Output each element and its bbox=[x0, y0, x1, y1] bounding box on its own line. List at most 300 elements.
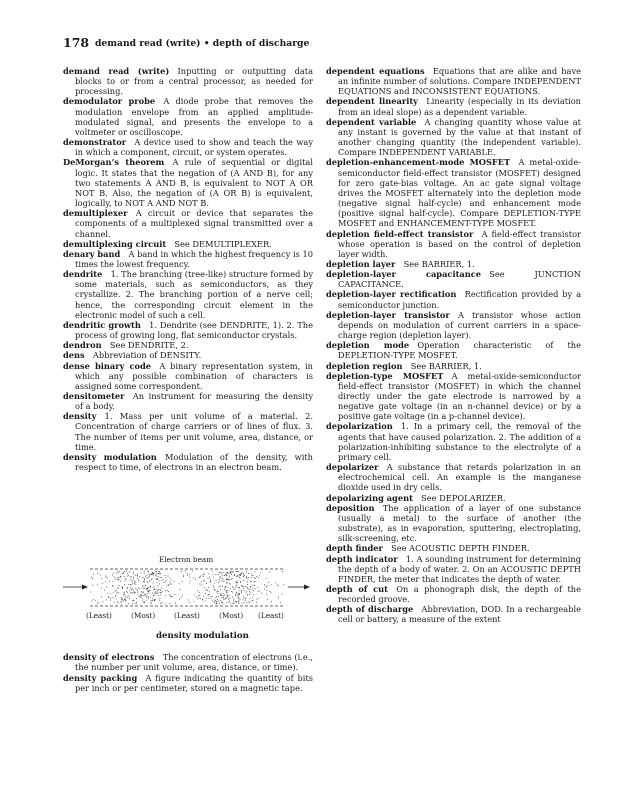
dictionary-entry bbox=[326, 259, 581, 269]
electron-dot bbox=[127, 588, 128, 589]
entry-definition: The application of a layer of one substance (usually a metal) to the surface of another (the substrate), as in evaporation, sputtering, electroplating, silk-screening, etc. bbox=[338, 502, 581, 544]
electron-dot bbox=[192, 571, 193, 572]
entry-term: denary band bbox=[63, 248, 121, 259]
electron-dot bbox=[149, 576, 150, 577]
electron-dot bbox=[100, 575, 101, 576]
electron-dot bbox=[160, 603, 161, 604]
electron-dot bbox=[147, 597, 148, 598]
electron-dot bbox=[239, 588, 240, 589]
electron-dot bbox=[142, 600, 143, 601]
dictionary-entry bbox=[63, 269, 313, 320]
electron-dot bbox=[158, 576, 159, 577]
electron-dot bbox=[239, 577, 240, 578]
electron-dot bbox=[247, 578, 248, 579]
electron-dot bbox=[227, 573, 228, 574]
electron-dot bbox=[124, 571, 125, 572]
electron-dot bbox=[129, 596, 130, 597]
electron-dot bbox=[247, 582, 248, 583]
electron-dot bbox=[220, 572, 221, 573]
electron-dot bbox=[132, 589, 133, 590]
electron-dot bbox=[115, 577, 116, 578]
electron-dot bbox=[246, 591, 247, 592]
electron-dot bbox=[160, 577, 161, 578]
electron-dot bbox=[154, 595, 155, 596]
electron-dot bbox=[153, 587, 154, 588]
electron-dot bbox=[128, 575, 129, 576]
electron-dot bbox=[233, 599, 234, 600]
electron-dot bbox=[123, 572, 124, 573]
electron-dot bbox=[156, 575, 157, 576]
electron-dot bbox=[138, 592, 139, 593]
electron-dot bbox=[144, 579, 145, 580]
electron-dot bbox=[151, 574, 152, 575]
electron-dot bbox=[230, 588, 231, 589]
electron-dot bbox=[212, 596, 213, 597]
electron-dot bbox=[226, 579, 227, 580]
electron-dot bbox=[122, 600, 123, 601]
electron-dot bbox=[113, 581, 114, 582]
electron-dot bbox=[123, 594, 124, 595]
entry-term: dependent linearity bbox=[326, 96, 418, 107]
electron-dot bbox=[199, 577, 200, 578]
electron-dot bbox=[247, 584, 248, 585]
electron-dot bbox=[153, 585, 154, 586]
electron-dot bbox=[148, 598, 149, 599]
electron-dot bbox=[248, 577, 249, 578]
electron-dot bbox=[110, 593, 111, 594]
electron-dot bbox=[98, 602, 99, 603]
electron-dot bbox=[200, 576, 201, 577]
electron-dot bbox=[162, 591, 163, 592]
beam-label: Electron beam bbox=[159, 555, 214, 564]
electron-dot bbox=[250, 581, 251, 582]
electron-dot bbox=[173, 581, 174, 582]
electron-dot bbox=[117, 587, 118, 588]
electron-dot bbox=[209, 594, 210, 595]
electron-dot bbox=[157, 585, 158, 586]
entry-term: DeMorgan’s theorem bbox=[63, 157, 165, 168]
electron-dot bbox=[282, 571, 283, 572]
entry-definition: A band in which the highest frequency is 10 times the lowest frequency. bbox=[75, 248, 313, 269]
electron-dot bbox=[169, 603, 170, 604]
electron-dot bbox=[145, 595, 146, 596]
electron-dot bbox=[223, 597, 224, 598]
entry-term: demultiplexing circuit bbox=[63, 238, 167, 249]
electron-dot bbox=[241, 592, 242, 593]
electron-dot bbox=[269, 591, 270, 592]
entry-definition: See BARRIER, 1. bbox=[410, 360, 482, 371]
electron-dot bbox=[210, 580, 211, 581]
electron-dot bbox=[251, 577, 252, 578]
electron-dot bbox=[156, 574, 157, 575]
electron-dot bbox=[117, 571, 118, 572]
electron-dot bbox=[200, 598, 201, 599]
electron-dot bbox=[134, 603, 135, 604]
electron-dot bbox=[161, 577, 162, 578]
electron-dot bbox=[127, 587, 128, 588]
electron-dot bbox=[278, 596, 279, 597]
electron-dot bbox=[240, 574, 241, 575]
electron-dot bbox=[142, 598, 143, 599]
electron-dot bbox=[250, 592, 251, 593]
electron-dot bbox=[135, 575, 136, 576]
electron-dot bbox=[226, 572, 227, 573]
electron-dot bbox=[124, 592, 125, 593]
electron-dot bbox=[275, 582, 276, 583]
entry-term: depletion-enhancement-mode MOSFET bbox=[326, 157, 511, 168]
electron-dot bbox=[140, 595, 141, 596]
electron-dot bbox=[116, 598, 117, 599]
electron-dot bbox=[133, 577, 134, 578]
electron-dot bbox=[153, 583, 154, 584]
electron-dot bbox=[148, 571, 149, 572]
electron-dot bbox=[131, 576, 132, 577]
electron-dot bbox=[129, 598, 130, 599]
electron-dot bbox=[204, 587, 205, 588]
electron-dot bbox=[219, 572, 220, 573]
electron-dot bbox=[266, 578, 267, 579]
electron-dot bbox=[181, 597, 182, 598]
electron-dot bbox=[155, 592, 156, 593]
dictionary-entry bbox=[326, 554, 581, 584]
electron-dot bbox=[282, 594, 283, 595]
entry-term: depth finder bbox=[326, 543, 383, 554]
electron-dot bbox=[251, 573, 252, 574]
electron-dot bbox=[167, 590, 168, 591]
dictionary-entry bbox=[63, 411, 313, 452]
electron-dot bbox=[118, 592, 119, 593]
electron-dot bbox=[157, 593, 158, 594]
electron-dot bbox=[226, 574, 227, 575]
electron-dot bbox=[218, 600, 219, 601]
electron-dot bbox=[97, 603, 98, 604]
electron-dot bbox=[93, 574, 94, 575]
electron-dot bbox=[214, 583, 215, 584]
electron-dot bbox=[148, 591, 149, 592]
electron-dot bbox=[237, 582, 238, 583]
electron-dot bbox=[222, 580, 223, 581]
electron-dot bbox=[237, 575, 238, 576]
electron-dot bbox=[148, 577, 149, 578]
electron-dot bbox=[153, 581, 154, 582]
electron-dot bbox=[252, 575, 253, 576]
electron-dot bbox=[214, 602, 215, 603]
electron-dot bbox=[164, 582, 165, 583]
entry-term: deposition bbox=[326, 502, 375, 513]
electron-dot bbox=[152, 578, 153, 579]
dictionary-entry bbox=[63, 452, 313, 472]
electron-dots bbox=[91, 571, 285, 605]
electron-dot bbox=[205, 600, 206, 601]
electron-dot bbox=[158, 589, 159, 590]
electron-dot bbox=[122, 573, 123, 574]
entry-term: density modulation bbox=[63, 451, 157, 462]
electron-dot bbox=[255, 578, 256, 579]
electron-dot bbox=[271, 584, 272, 585]
electron-dot bbox=[133, 589, 134, 590]
electron-dot bbox=[136, 598, 137, 599]
electron-dot bbox=[137, 578, 138, 579]
electron-dot bbox=[153, 575, 154, 576]
electron-dot bbox=[161, 588, 162, 589]
electron-dot bbox=[106, 587, 107, 588]
electron-dot bbox=[126, 601, 127, 602]
electron-dot bbox=[235, 595, 236, 596]
electron-dot bbox=[236, 585, 237, 586]
electron-dot bbox=[145, 585, 146, 586]
electron-dot bbox=[201, 584, 202, 585]
electron-dot bbox=[122, 598, 123, 599]
electron-dot bbox=[238, 576, 239, 577]
electron-dot bbox=[145, 585, 146, 586]
dictionary-entry bbox=[63, 350, 313, 360]
electron-dot bbox=[152, 600, 153, 601]
entry-term: dendron bbox=[63, 340, 102, 351]
axis-label-3: (Least) bbox=[174, 611, 200, 620]
electron-dot bbox=[232, 592, 233, 593]
electron-dot bbox=[113, 592, 114, 593]
electron-dot bbox=[165, 590, 166, 591]
electron-dot bbox=[156, 589, 157, 590]
electron-dot bbox=[218, 596, 219, 597]
electron-dot bbox=[265, 586, 266, 587]
electron-dot bbox=[124, 584, 125, 585]
electron-dot bbox=[227, 587, 228, 588]
electron-dot bbox=[245, 586, 246, 587]
right-column bbox=[326, 66, 581, 625]
electron-dot bbox=[194, 594, 195, 595]
electron-dot bbox=[205, 593, 206, 594]
entry-term: depth of discharge bbox=[326, 604, 414, 615]
electron-dot bbox=[133, 572, 134, 573]
electron-dot bbox=[144, 601, 145, 602]
electron-dot bbox=[266, 594, 267, 595]
dictionary-entry bbox=[326, 289, 581, 309]
electron-dot bbox=[219, 579, 220, 580]
electron-dot bbox=[235, 593, 236, 594]
electron-dot bbox=[238, 571, 239, 572]
electron-dot bbox=[117, 579, 118, 580]
dictionary-entry bbox=[63, 239, 313, 249]
electron-dot bbox=[144, 571, 145, 572]
electron-dot bbox=[236, 601, 237, 602]
dictionary-entry bbox=[63, 137, 313, 157]
electron-dot bbox=[118, 577, 119, 578]
electron-dot bbox=[243, 596, 244, 597]
electron-dot bbox=[152, 572, 153, 573]
electron-dot bbox=[146, 589, 147, 590]
dictionary-entry bbox=[63, 391, 313, 411]
electron-dot bbox=[209, 591, 210, 592]
electron-dot bbox=[146, 575, 147, 576]
electron-dot bbox=[164, 575, 165, 576]
electron-dot bbox=[179, 589, 180, 590]
entry-definition: A transistor whose action depends on modulation of current carriers in a space-charge region (depletion layer). bbox=[338, 309, 581, 341]
electron-dot bbox=[212, 601, 213, 602]
entry-term: demand read (write) bbox=[63, 66, 170, 76]
electron-dot bbox=[116, 593, 117, 594]
electron-dot bbox=[181, 571, 182, 572]
electron-dot bbox=[161, 580, 162, 581]
electron-dot bbox=[231, 571, 232, 572]
electron-dot bbox=[148, 596, 149, 597]
electron-dot bbox=[159, 580, 160, 581]
electron-dot bbox=[124, 599, 125, 600]
electron-dot bbox=[149, 590, 150, 591]
electron-dot bbox=[241, 603, 242, 604]
electron-dot bbox=[215, 600, 216, 601]
dictionary-entry bbox=[326, 503, 581, 544]
electron-dot bbox=[122, 586, 123, 587]
page-number: 178 bbox=[63, 35, 90, 50]
electron-dot bbox=[199, 592, 200, 593]
electron-dot bbox=[232, 578, 233, 579]
entry-definition: A circuit or device that separates the components of a multiplexed signal transmitted over a channel. bbox=[75, 208, 313, 239]
dictionary-entry bbox=[326, 66, 581, 96]
electron-dot bbox=[215, 590, 216, 591]
electron-dot bbox=[95, 600, 96, 601]
entry-term: density packing bbox=[63, 672, 138, 683]
electron-dot bbox=[124, 576, 125, 577]
electron-dot bbox=[106, 577, 107, 578]
electron-dot bbox=[142, 592, 143, 593]
electron-dot bbox=[225, 574, 226, 575]
electron-dot bbox=[206, 583, 207, 584]
electron-dot bbox=[240, 581, 241, 582]
entry-definition: Rectification provided by a semiconductor junction. bbox=[338, 289, 582, 310]
entry-definition: See JUNCTION CAPACITANCE. bbox=[338, 269, 581, 290]
electron-dot bbox=[235, 589, 236, 590]
entry-definition: Abbreviation, DOD. In a rechargeable cell or battery, a measure of the extent bbox=[338, 604, 582, 625]
electron-dot bbox=[258, 591, 259, 592]
running-title: demand read (write) • depth of discharge bbox=[95, 38, 310, 49]
electron-dot bbox=[206, 598, 207, 599]
dictionary-entry bbox=[326, 604, 581, 624]
electron-dot bbox=[229, 576, 230, 577]
electron-dot bbox=[227, 572, 228, 573]
electron-dot bbox=[239, 590, 240, 591]
electron-dot bbox=[189, 602, 190, 603]
electron-dot bbox=[165, 577, 166, 578]
electron-dot bbox=[150, 587, 151, 588]
electron-dot bbox=[215, 597, 216, 598]
electron-dot bbox=[113, 572, 114, 573]
electron-dot bbox=[121, 601, 122, 602]
electron-dot bbox=[132, 593, 133, 594]
electron-dot bbox=[139, 596, 140, 597]
electron-dot bbox=[199, 584, 200, 585]
electron-dot bbox=[250, 589, 251, 590]
electron-dot bbox=[227, 582, 228, 583]
electron-dot bbox=[220, 593, 221, 594]
electron-dot bbox=[127, 576, 128, 577]
electron-dot bbox=[243, 599, 244, 600]
electron-dot bbox=[198, 597, 199, 598]
entry-term: depletion-layer transistor bbox=[326, 309, 450, 320]
electron-dot bbox=[141, 591, 142, 592]
electron-dot bbox=[105, 575, 106, 576]
electron-dot bbox=[112, 574, 113, 575]
electron-dot bbox=[126, 591, 127, 592]
electron-dot bbox=[258, 577, 259, 578]
electron-dot bbox=[223, 579, 224, 580]
dictionary-entry bbox=[326, 462, 581, 492]
electron-dot bbox=[158, 595, 159, 596]
electron-dot bbox=[238, 603, 239, 604]
entry-term: depletion mode bbox=[326, 340, 410, 351]
dictionary-entry bbox=[326, 117, 581, 158]
electron-dot bbox=[268, 585, 269, 586]
axis-label-2: (Most) bbox=[131, 611, 156, 620]
electron-dot bbox=[210, 582, 211, 583]
electron-dot bbox=[160, 590, 161, 591]
electron-dot bbox=[142, 585, 143, 586]
electron-dot bbox=[108, 593, 109, 594]
electron-dot bbox=[213, 587, 214, 588]
electron-dot bbox=[171, 580, 172, 581]
electron-dot bbox=[183, 575, 184, 576]
dictionary-entry bbox=[326, 310, 581, 340]
electron-dot bbox=[217, 599, 218, 600]
electron-dot bbox=[244, 575, 245, 576]
entry-definition: 1. Mass per unit volume of a material. 2. Concentration of charge carriers or of lines of flux. 3. The number of items per unit volume, area, distance, or time. bbox=[75, 411, 313, 452]
electron-dot bbox=[115, 595, 116, 596]
electron-dot bbox=[264, 589, 265, 590]
dictionary-entry bbox=[63, 652, 313, 672]
electron-dot bbox=[134, 592, 135, 593]
entry-definition: A figure indicating the quantity of bits per inch or per centimeter, stored on a magnetic tape. bbox=[75, 672, 313, 693]
electron-dot bbox=[252, 589, 253, 590]
electron-dot bbox=[229, 575, 230, 576]
electron-dot bbox=[118, 572, 119, 573]
electron-dot bbox=[91, 577, 92, 578]
electron-dot bbox=[110, 600, 111, 601]
right-column-entries bbox=[326, 66, 581, 625]
electron-dot bbox=[252, 585, 253, 586]
electron-dot bbox=[123, 573, 124, 574]
electron-dot bbox=[240, 574, 241, 575]
electron-dot bbox=[233, 571, 234, 572]
electron-dot bbox=[226, 592, 227, 593]
electron-dot bbox=[150, 586, 151, 587]
input-arrow-head bbox=[82, 585, 88, 590]
electron-dot bbox=[159, 572, 160, 573]
running-header bbox=[63, 34, 583, 52]
electron-dot bbox=[144, 582, 145, 583]
electron-dot bbox=[252, 600, 253, 601]
electron-dot bbox=[249, 602, 250, 603]
electron-dot bbox=[121, 603, 122, 604]
electron-dot bbox=[226, 591, 227, 592]
electron-dot bbox=[261, 593, 262, 594]
electron-dot bbox=[224, 595, 225, 596]
dictionary-entry bbox=[326, 229, 581, 259]
electron-dot bbox=[238, 598, 239, 599]
entry-term: densitometer bbox=[63, 391, 125, 401]
electron-dot bbox=[233, 589, 234, 590]
electron-dot bbox=[223, 596, 224, 597]
electron-dot bbox=[101, 588, 102, 589]
electron-dot bbox=[152, 593, 153, 594]
electron-dot bbox=[246, 576, 247, 577]
electron-dot bbox=[169, 581, 170, 582]
electron-dot bbox=[208, 578, 209, 579]
electron-dot bbox=[147, 593, 148, 594]
electron-dot bbox=[222, 586, 223, 587]
electron-dot bbox=[202, 599, 203, 600]
electron-dot bbox=[117, 578, 118, 579]
electron-dot bbox=[221, 573, 222, 574]
